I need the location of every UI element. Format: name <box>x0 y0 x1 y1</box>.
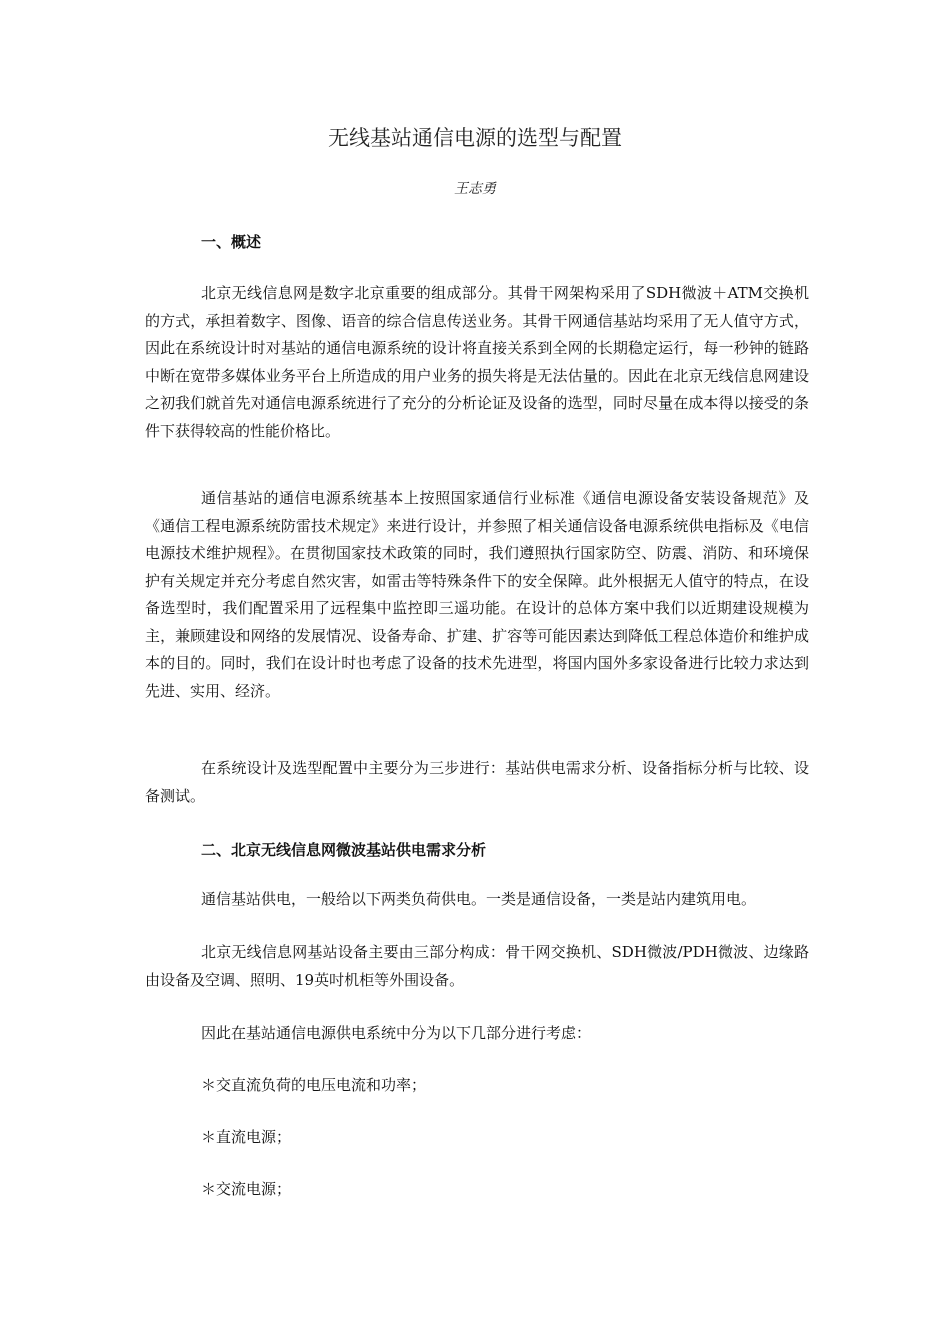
list-item: ＊交直流负荷的电压电流和功率； <box>201 1076 427 1094</box>
document-title: 无线基站通信电源的选型与配置 <box>328 126 622 150</box>
paragraph-demand-3: 因此在基站通信电源供电系统中分为以下几部分进行考虑： <box>201 1024 592 1042</box>
paragraph-overview-2: 通信基站的通信电源系统基本上按照国家通信行业标准《通信电源设备安装设备规范》及《通信工程电源系统防雷技术规定》来进行设计，并参照了相关通信设备电源系统供电指标及《电信电源技术维护规程》。在贯彻国家技术政策的同时，我们遵照执行国家防空、防震、消防、和环境保护有关规定并充分考虑自然灾害，如雷击等特殊条件下的安全保障。此外根据无人值守的特点，在设备选型时，我们配置采用了远程集中监控即三遥功能。在设计的总体方案中我们以近期建设规模为主，兼顾建设和网络的发展情况、设备寿命、扩建、扩容等可能因素达到降低工程总体造价和维护成本的目的。同时，我们在设计时也考虑了设备的技术先进型，将国内国外多家设备进行比较力求达到先进、实用、经济。 <box>145 489 809 700</box>
list-item: ＊直流电源； <box>201 1128 292 1146</box>
list-item: ＊交流电源； <box>201 1180 292 1198</box>
paragraph-overview-1: 北京无线信息网是数字北京重要的组成部分。其骨干网架构采用了SDH微波＋ATM交换机的方式，承担着数字、图像、语音的综合信息传送业务。其骨干网通信基站均采用了无人值守方式，因此在系统设计时对基站的通信电源系统的设计将直接关系到全网的长期稳定运行，每一秒钟的链路中断在宽带多媒体业务平台上所造成的用户业务的损失将是无法估量的。因此在北京无线信息网建设之初我们就首先对通信电源系统进行了充分的分析论证及设备的选型，同时尽量在成本得以接受的条件下获得较高的性能价格比。 <box>145 284 809 440</box>
paragraph-overview-3: 在系统设计及选型配置中主要分为三步进行：基站供电需求分析、设备指标分析与比较、设备测试。 <box>145 759 809 805</box>
paragraph-demand-1: 通信基站供电，一般给以下两类负荷供电。一类是通信设备，一类是站内建筑用电。 <box>201 890 757 908</box>
paragraph-demand-2: 北京无线信息网基站设备主要由三部分构成：骨干网交换机、SDH微波/PDH微波、边缘路由设备及空调、照明、19英吋机柜等外围设备。 <box>145 943 809 989</box>
section-heading-overview: 一、概述 <box>201 233 262 251</box>
author-name: 王志勇 <box>454 181 496 197</box>
section-heading-demand-analysis: 二、北京无线信息网微波基站供电需求分析 <box>201 841 487 859</box>
